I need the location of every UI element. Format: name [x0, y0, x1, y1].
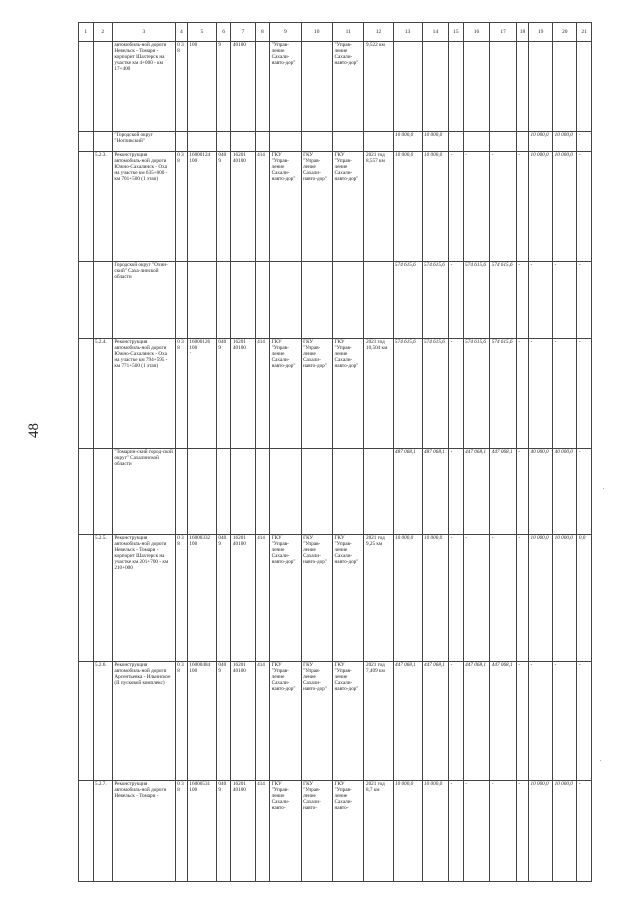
table-row: [79, 535, 592, 662]
column-header: 17: [490, 23, 517, 42]
table-cell: -: [490, 780, 517, 881]
table-cell: [393, 41, 422, 131]
table-cell: 040 9: [216, 661, 231, 780]
table-cell: 40 000,0: [553, 449, 577, 535]
table-cell: [175, 132, 187, 152]
budget-table-wrapper: [78, 22, 592, 882]
table-cell: [528, 41, 552, 131]
table-cell: 414: [255, 780, 270, 881]
table-cell: [270, 449, 301, 535]
table-cell: ГКУ "Управ-ление Сахали-навто-дор": [333, 535, 364, 662]
table-cell: 0 3 8: [175, 41, 187, 131]
table-cell: 447 068,1: [463, 449, 490, 535]
table-cell: [175, 449, 187, 535]
table-cell: [175, 261, 187, 338]
column-header: 9: [270, 23, 301, 42]
table-cell: 574 615,6: [393, 339, 422, 449]
table-cell: 040 9: [216, 151, 231, 261]
table-cell: [231, 261, 255, 338]
table-cell: 447 068,1: [422, 661, 449, 780]
table-cell: [93, 41, 112, 131]
column-header: 14: [422, 23, 449, 42]
table-cell: -: [449, 661, 464, 780]
table-cell: [490, 132, 517, 152]
table-cell: [333, 261, 364, 338]
table-cell: 10 000,0: [528, 132, 552, 152]
table-row: [79, 449, 592, 535]
table-cell: 447 068,1: [490, 661, 517, 780]
table-cell: [301, 261, 332, 338]
table-cell: 040 9: [216, 535, 231, 662]
table-cell: [333, 449, 364, 535]
table-cell: 487 068,1: [393, 449, 422, 535]
table-cell: 0 3 8: [175, 535, 187, 662]
table-cell: Реконструкция автомобиль-ной дороги Южно-Сахалинск - Оха на участке км 635+000 - км 701+500 (1 этап): [112, 151, 175, 261]
table-cell: 574 615,6: [490, 261, 517, 338]
column-header: 16: [463, 23, 490, 42]
table-cell: 5.2.4.: [93, 339, 112, 449]
table-cell: 040 9: [216, 780, 231, 881]
table-cell: [79, 449, 94, 535]
table-cell: [79, 132, 94, 152]
table-cell: 40 000,0: [528, 449, 552, 535]
table-cell: [216, 449, 231, 535]
table-cell: -: [577, 661, 592, 780]
table-cell: [79, 261, 94, 338]
table-row: [79, 132, 592, 152]
table-cell: 2021 год 10,504 км: [364, 339, 393, 449]
table-cell: 10 000,0: [528, 535, 552, 662]
table-cell: -: [528, 661, 552, 780]
table-cell: -: [490, 151, 517, 261]
column-header: 1: [79, 23, 94, 42]
table-cell: 100: [187, 41, 216, 131]
table-cell: [364, 132, 393, 152]
table-cell: 574 615,6: [422, 339, 449, 449]
table-cell: -: [553, 339, 577, 449]
table-cell: 10 000,0: [422, 780, 449, 881]
table-cell: -: [516, 661, 528, 780]
table-cell: [79, 661, 94, 780]
table-cell: [255, 41, 270, 131]
column-header: 13: [393, 23, 422, 42]
table-cell: Реконструкция автомобиль-ной дороги Невельск - Томари -: [112, 780, 175, 881]
table-cell: 0 3 8: [175, 661, 187, 780]
table-cell: [79, 339, 94, 449]
table-cell: ГКУ "Управ-ление Сахали-навто-дор": [270, 339, 301, 449]
table-cell: [449, 132, 464, 152]
page-number: 48: [26, 423, 42, 438]
column-header: 20: [553, 23, 577, 42]
table-cell: "Управ-ление Сахали-навто-дор": [333, 41, 364, 131]
table-cell: -: [516, 780, 528, 881]
column-header: 3: [112, 23, 175, 42]
table-cell: 10 000,0: [422, 151, 449, 261]
table-cell: -: [577, 780, 592, 881]
table-cell: -: [490, 535, 517, 662]
table-row: [79, 661, 592, 780]
table-cell: 16000531 100: [187, 780, 216, 881]
table-cell: [364, 449, 393, 535]
table-cell: -: [449, 261, 464, 338]
column-header: 15: [449, 23, 464, 42]
table-cell: 2021 год 8,557 км: [364, 151, 393, 261]
table-cell: ГКУ "Управ-ление Сахали-навто-дор": [333, 151, 364, 261]
table-cell: Реконструкция автомобиль-ной дороги Арсентьевка - Ильинское (II пусковой комплекс): [112, 661, 175, 780]
table-row: [79, 339, 592, 449]
table-cell: ГКУ "Управ-ление Сахали-навто-: [301, 780, 332, 881]
column-header: 6: [216, 23, 231, 42]
table-cell: [216, 132, 231, 152]
table-cell: -: [449, 151, 464, 261]
table-cell: 16201 40100: [231, 339, 255, 449]
table-cell: 487 068,1: [422, 449, 449, 535]
column-header: 7: [231, 23, 255, 42]
table-cell: 0,0: [577, 535, 592, 662]
table-cell: ГКУ "Управ-ление Сахали-навто-дор": [270, 535, 301, 662]
column-header: 2: [93, 23, 112, 42]
table-cell: [577, 41, 592, 131]
table-cell: ГКУ "Управ-ление Сахали-навто-дор": [301, 151, 332, 261]
table-cell: Городской округ "Охин-ский" Саха-линской области: [112, 261, 175, 338]
table-cell: [255, 132, 270, 152]
table-cell: -: [449, 780, 464, 881]
column-header: 12: [364, 23, 393, 42]
table-cell: 040 9: [216, 339, 231, 449]
table-cell: 447 068,1: [463, 661, 490, 780]
column-header: 19: [528, 23, 552, 42]
table-cell: [516, 132, 528, 152]
table-cell: [463, 132, 490, 152]
table-row: [79, 780, 592, 881]
table-cell: 574 615,6: [393, 261, 422, 338]
table-cell: ГКУ "Управ-ление Сахали-навто-: [333, 780, 364, 881]
table-cell: 10 000,0: [553, 780, 577, 881]
table-cell: 10 000,0: [528, 780, 552, 881]
table-cell: [449, 41, 464, 131]
table-cell: 10 000,0: [528, 151, 552, 261]
table-cell: [422, 41, 449, 131]
table-row: [79, 261, 592, 338]
table-cell: [364, 261, 393, 338]
table-cell: [216, 261, 231, 338]
table-cell: [301, 132, 332, 152]
table-cell: ГКУ "Управ-ление Сахали-навто-дор": [333, 339, 364, 449]
table-cell: -: [516, 261, 528, 338]
table-cell: [93, 261, 112, 338]
table-cell: 10 000,0: [393, 132, 422, 152]
table-cell: 574 615,6: [463, 339, 490, 449]
table-cell: 10 000,0: [422, 132, 449, 152]
table-cell: 2021 год 8,7 км: [364, 780, 393, 881]
table-cell: -: [577, 449, 592, 535]
table-cell: [333, 132, 364, 152]
table-cell: 574 615,6: [490, 339, 517, 449]
table-cell: 16201 40100: [231, 661, 255, 780]
table-cell: [231, 132, 255, 152]
table-cell: [301, 41, 332, 131]
header-row: [79, 23, 592, 42]
table-cell: -: [449, 339, 464, 449]
table-cell: 414: [255, 661, 270, 780]
table-cell: 16000332 100: [187, 535, 216, 662]
table-cell: [270, 132, 301, 152]
table-cell: 10 000,0: [393, 780, 422, 881]
table-cell: автомобиль-ной дороги Невельск - Томари - корпорит Шахтерск на участке км 4+000 - км 17+400: [112, 41, 175, 131]
table-cell: [79, 151, 94, 261]
table-cell: ГКУ "Управ-ление Сахали-навто-дор": [301, 535, 332, 662]
table-cell: 9,522 км: [364, 41, 393, 131]
table-cell: 447 068,1: [393, 661, 422, 780]
table-cell: [79, 535, 94, 662]
table-cell: -: [528, 261, 552, 338]
column-header: 4: [175, 23, 187, 42]
table-cell: -: [516, 339, 528, 449]
table-cell: 10 000,0: [553, 535, 577, 662]
table-cell: ГКУ "Управ-ление Сахали-навто-дор": [333, 661, 364, 780]
table-cell: -: [577, 339, 592, 449]
table-cell: 5.2.3.: [93, 151, 112, 261]
table-cell: 40100: [231, 41, 255, 131]
table-cell: 0 3 8: [175, 780, 187, 881]
table-cell: 0 3 8: [175, 151, 187, 261]
table-cell: [255, 449, 270, 535]
table-cell: -: [449, 449, 464, 535]
table-cell: 447 068,1: [490, 449, 517, 535]
table-cell: [553, 41, 577, 131]
table-cell: -: [449, 535, 464, 662]
table-cell: 16000124 100: [187, 151, 216, 261]
table-cell: 0 3 8: [175, 339, 187, 449]
table-cell: -: [577, 132, 592, 152]
table-cell: 10 000,0: [553, 132, 577, 152]
table-cell: -: [516, 535, 528, 662]
table-cell: 5.2.7.: [93, 780, 112, 881]
table-cell: 10 000,0: [393, 151, 422, 261]
table-cell: [79, 780, 94, 881]
table-cell: -: [577, 261, 592, 338]
table-cell: [93, 132, 112, 152]
table-cell: [490, 41, 517, 131]
table-cell: -: [553, 661, 577, 780]
table-cell: Реконструкция автомобиль-ной дороги Невельск - Томари - корпорит Шахтерск на участке км 201+700 - км 210+000: [112, 535, 175, 662]
table-cell: ГКУ "Управ-ление Сахали-навто-: [270, 780, 301, 881]
table-cell: -: [528, 339, 552, 449]
table-cell: 9: [216, 41, 231, 131]
table-cell: 10 000,0: [422, 535, 449, 662]
column-header: 21: [577, 23, 592, 42]
table-cell: -: [553, 261, 577, 338]
table-cell: 10 000,0: [393, 535, 422, 662]
table-cell: ГКУ "Управ-ление Сахали-навто-дор": [301, 661, 332, 780]
column-header: 5: [187, 23, 216, 42]
table-cell: 414: [255, 151, 270, 261]
table-cell: -: [577, 151, 592, 261]
budget-table: [78, 22, 592, 882]
table-cell: 574 615,6: [463, 261, 490, 338]
table-cell: -: [516, 151, 528, 261]
table-cell: 5.2.6.: [93, 661, 112, 780]
table-cell: 414: [255, 535, 270, 662]
table-cell: 16000126 100: [187, 339, 216, 449]
table-cell: 5.2.5.: [93, 535, 112, 662]
table-cell: 2021 год 9,25 км: [364, 535, 393, 662]
table-cell: 414: [255, 339, 270, 449]
table-cell: 16201 40100: [231, 535, 255, 662]
table-cell: -: [463, 780, 490, 881]
table-cell: [187, 449, 216, 535]
table-cell: [516, 41, 528, 131]
table-cell: [93, 449, 112, 535]
table-cell: 16000484 100: [187, 661, 216, 780]
table-cell: -: [463, 151, 490, 261]
column-header: 18: [516, 23, 528, 42]
column-header: 8: [255, 23, 270, 42]
table-cell: [187, 132, 216, 152]
column-header: 10: [301, 23, 332, 42]
column-header: 11: [333, 23, 364, 42]
table-cell: [187, 261, 216, 338]
table-cell: ГКУ "Управ-ление Сахали-навто-дор": [270, 151, 301, 261]
table-cell: 2021 год 7,409 км: [364, 661, 393, 780]
table-cell: ГКУ "Управ-ление Сахали-навто-дор": [270, 661, 301, 780]
table-cell: Реконструкция автомобиль-ной дороги Южно-Сахалинск - Оха на участке км 794+595 - км 771+500 (1 этап): [112, 339, 175, 449]
table-cell: -: [463, 535, 490, 662]
table-row: [79, 151, 592, 261]
table-row: [79, 41, 592, 131]
table-cell: 574 615,6: [422, 261, 449, 338]
table-cell: ГКУ "Управ-ление Сахали-навто-дор": [301, 339, 332, 449]
table-cell: [231, 449, 255, 535]
table-cell: "Управ-ление Сахали-навто-дор": [270, 41, 301, 131]
table-cell: 16201 40100: [231, 151, 255, 261]
table-cell: 10 000,0: [553, 151, 577, 261]
table-cell: 16201 40100: [231, 780, 255, 881]
table-cell: "Городской округ "Ногликский": [112, 132, 175, 152]
table-cell: "Томарин-ский город-ской округ" Сахалинской области: [112, 449, 175, 535]
table-cell: -: [516, 449, 528, 535]
table-cell: [255, 261, 270, 338]
table-cell: [270, 261, 301, 338]
table-cell: [463, 41, 490, 131]
table-cell: [301, 449, 332, 535]
table-cell: [79, 41, 94, 131]
